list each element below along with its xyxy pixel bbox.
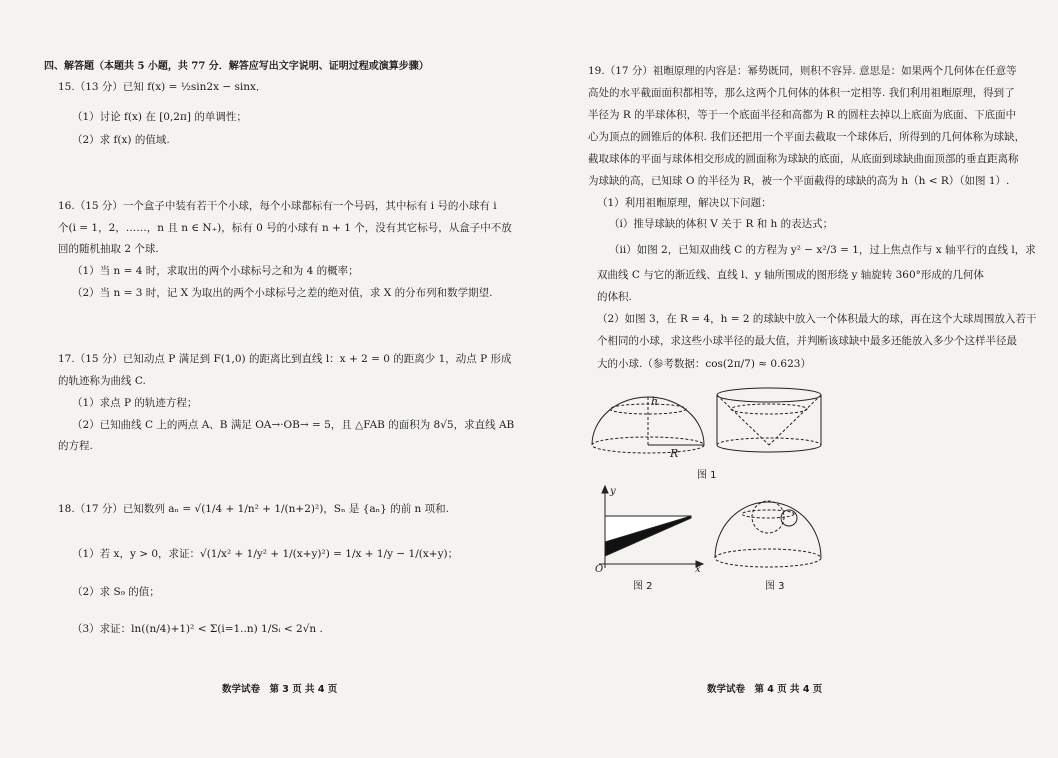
q17-part2: （2）已知曲线 C 上的两点 A、B 满足 OA→·OB→ = 5，且 △FAB 的面积为 8√5，求直线 AB xyxy=(72,419,515,431)
q19-part1-ii: （ii）如图 2，已知双曲线 C 的方程为 y² − x²/3 = 1，过上焦点作与 x 轴平行的直线 l，求 xyxy=(609,244,1036,256)
q19-part1-ii-cont: 双曲线 C 与它的渐近线、直线 l、y 轴所围成的图形绕 y 轴旋转 360°形成的几何体 xyxy=(597,269,984,281)
q17-line2: 的轨迹称为曲线 C. xyxy=(58,375,146,387)
q15-part2: （2）求 f(x) 的值域. xyxy=(72,134,170,146)
q19-line6: 为球缺的高，已知球 O 的半径为 R，被一个平面截得的球缺的高为 h（h < R）（如图 1）. xyxy=(588,175,1010,187)
q15-part1: （1）讨论 f(x) 在 [0,2π] 的单调性； xyxy=(72,111,247,123)
q19-line4: 心为顶点的圆锥后的体积. 我们还把用一个平面去截取一个球体后，所得到的几何体称为球缺， xyxy=(588,131,1026,143)
q16-part1: （1）当 n = 4 时，求取出的两个小球标号之和为 4 的概率； xyxy=(72,265,359,277)
right-page xyxy=(529,0,1058,758)
figure-2 xyxy=(591,484,706,572)
fig1-label-h: h xyxy=(651,395,659,408)
fig3-inner-sphere xyxy=(752,501,784,533)
q19-part2: （2）如图 3，在 R = 4，h = 2 的球缺中放入一个体积最大的球，再在这个大球周围放入若干 xyxy=(597,313,1037,325)
q17-part1: （1）求点 P 的轨迹方程； xyxy=(72,397,198,409)
fig2-label-O: O xyxy=(595,564,604,572)
q17-line1: 17.（15 分）已知动点 P 满足到 F(1,0) 的距离比到直线 l：x + 2 = 0 的距离少 1，动点 P 形成 xyxy=(58,353,512,365)
q18-part2: （2）求 S₉ 的值； xyxy=(72,586,160,598)
q17-part2-cont: 的方程. xyxy=(58,440,93,452)
q19-part2-cont2: 大的小球.（参考数据：cos(2π/7) ≈ 0.623） xyxy=(597,358,811,370)
fig2-label-x: x xyxy=(695,564,701,572)
section-heading: 四、解答题（本题共 5 小题，共 77 分．解答应写出文字说明、证明过程或演算步骤） xyxy=(44,61,429,72)
spherical-cap-diagram xyxy=(592,395,704,460)
figure-3 xyxy=(709,492,827,574)
q19-part1-ii-cont2: 的体积. xyxy=(597,291,632,303)
fig1-label-R: R xyxy=(670,447,679,460)
q19-part1: （1）利用祖暅原理，解决以下问题： xyxy=(597,197,772,209)
fig3-caption: 图 3 xyxy=(765,581,785,592)
fig2-caption: 图 2 xyxy=(633,581,653,592)
q18-part1: （1）若 x，y > 0，求证：√(1/x² + 1/y² + 1/(x+y)²) = 1/x + 1/y − 1/(x+y)； xyxy=(72,548,459,560)
page-footer-left: 数学试卷 第 3 页 共 4 页 xyxy=(222,684,338,695)
q16-line3: 回的随机抽取 2 个球. xyxy=(58,243,159,255)
q18-stem: 18.（17 分）已知数列 aₙ = √(1/4 + 1/n² + 1/(n+2)²)，Sₙ 是 {aₙ} 的前 n 项和. xyxy=(58,503,449,515)
fig1-caption: 图 1 xyxy=(697,470,717,481)
q18-part3: （3）求证：ln((n/4)+1)² < Σ(i=1..n) 1/Sᵢ < 2√n . xyxy=(72,623,323,635)
q16-line2: 个(i = 1，2，……，n 且 n ∈ N₊)，标有 0 号的小球有 n + 1 个，没有其它标号，从盒子中不放 xyxy=(58,222,512,234)
q16-part2: （2）当 n = 3 时，记 X 为取出的两个小球标号之差的绝对值，求 X 的分布列和数学期望. xyxy=(72,287,493,299)
fig2-label-y: y xyxy=(610,486,616,497)
q15-stem: 15.（13 分）已知 f(x) = ½sin2x − sinx． xyxy=(58,81,267,93)
q19-part2-cont: 个相同的小球，求这些小球半径的最大值，并判断该球缺中最多还能放入多少个这样半径最 xyxy=(597,335,1017,347)
q19-line2: 高处的水平截面面积都相等，那么这两个几何体的体积一定相等. 我们利用祖暅原理，得到了 xyxy=(588,87,1015,99)
page-footer-right: 数学试卷 第 4 页 共 4 页 xyxy=(707,684,823,695)
q19-part1-i: （i）推导球缺的体积 V 关于 R 和 h 的表达式； xyxy=(609,218,834,230)
q19-line5: 截取球体的平面与球体相交形成的圆面称为球缺的底面，从底面到球缺曲面顶部的垂直距离称 xyxy=(588,153,1019,165)
figure-1 xyxy=(584,385,824,461)
q19-line3: 半径为 R 的半球体积，等于一个底面半径和高都为 R 的圆柱去掉以上底面为底面、下底面中 xyxy=(588,109,1017,121)
q19-line1: 19.（17 分）祖暅原理的内容是：幂势既同，则积不容异. 意思是：如果两个几何体在任意等 xyxy=(588,65,1017,77)
fig3-small-sphere xyxy=(781,510,797,526)
q16-line1: 16.（15 分）一个盒子中装有若干个小球，每个小球都标有一个号码，其中标有 i 号的小球有 i xyxy=(58,200,497,212)
cylinder-cone-diagram xyxy=(717,388,821,452)
